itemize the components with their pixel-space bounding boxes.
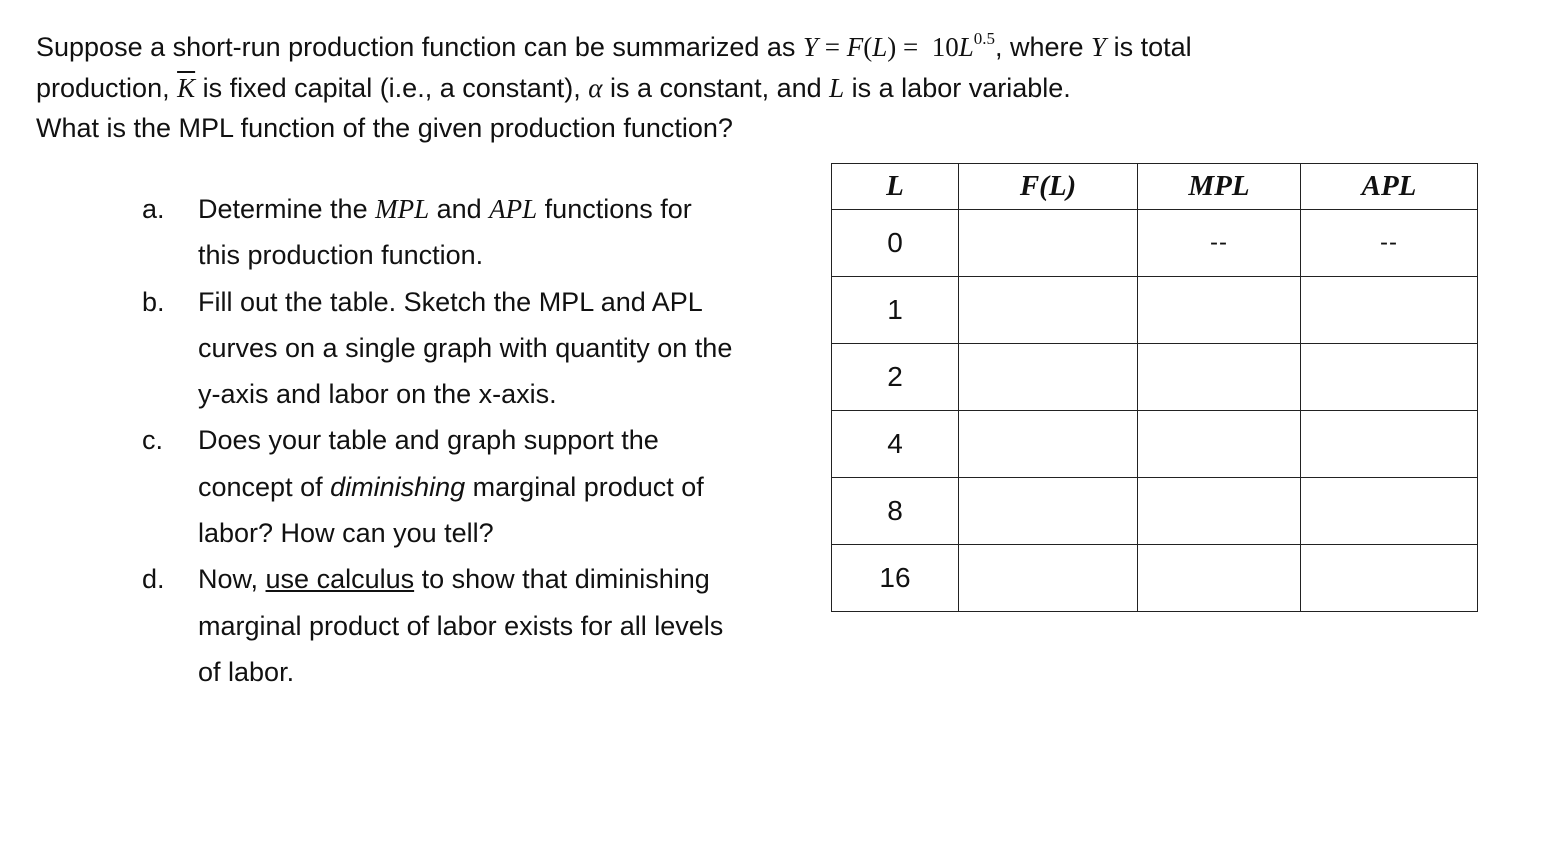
part-line: this production function. <box>198 240 484 271</box>
part-line <box>198 464 822 510</box>
math-var: L <box>958 32 974 62</box>
production-table <box>831 163 1478 612</box>
table-header-row <box>832 164 1478 210</box>
intro-text: is a labor variable. <box>844 72 1071 103</box>
intro-text: production, <box>36 72 178 103</box>
math-var: APL <box>489 194 538 224</box>
intro-text: , where <box>995 32 1092 62</box>
cell-mpl[interactable] <box>1138 344 1301 411</box>
part-text: Now, <box>198 564 266 595</box>
intro-question: What is the MPL function of the given production function? <box>36 113 733 143</box>
part-line <box>198 186 822 232</box>
cell-apl[interactable] <box>1301 545 1478 612</box>
part-text: to show that diminishing <box>414 564 710 595</box>
math-var: L <box>872 32 888 62</box>
math-var: MPL <box>375 194 430 224</box>
part-text: functions for <box>537 194 692 224</box>
cell-f[interactable] <box>959 210 1138 277</box>
cell-l: 0 <box>832 210 959 277</box>
intro-text: is fixed capital (i.e., a constant), <box>195 72 589 103</box>
math-var: Y <box>1091 32 1107 62</box>
cell-l: 1 <box>832 277 959 344</box>
header-mpl: MPL <box>1138 164 1301 210</box>
cell-l: 16 <box>832 545 959 612</box>
part-text: concept of <box>198 471 331 502</box>
math-number: 10 <box>931 32 959 62</box>
cell-apl: -- <box>1301 210 1478 277</box>
question-parts <box>142 186 822 695</box>
part-line: Does your table and graph support the <box>198 425 659 456</box>
part-a <box>142 186 822 279</box>
cell-mpl: -- <box>1138 210 1301 277</box>
part-marker: b. <box>142 286 165 317</box>
math-operator: ( <box>863 32 873 62</box>
part-line <box>198 556 822 602</box>
math-var: α <box>588 72 603 103</box>
cell-apl[interactable] <box>1301 344 1478 411</box>
emphasis-text: diminishing <box>330 471 466 502</box>
part-d <box>142 556 822 695</box>
intro-text: is total <box>1106 32 1192 62</box>
math-var: Y <box>802 32 818 62</box>
header-f-of-l: F(L) <box>959 164 1138 210</box>
cell-mpl[interactable] <box>1138 478 1301 545</box>
part-marker: a. <box>142 194 165 224</box>
math-operator: = <box>896 32 932 62</box>
cell-f[interactable] <box>959 545 1138 612</box>
part-line: y-axis and labor on the x-axis. <box>198 379 557 410</box>
table-row <box>832 277 1478 344</box>
cell-mpl[interactable] <box>1138 545 1301 612</box>
cell-apl[interactable] <box>1301 411 1478 478</box>
cell-l: 8 <box>832 478 959 545</box>
part-line: Fill out the table. Sketch the MPL and APL <box>198 286 703 317</box>
part-marker: c. <box>142 425 164 456</box>
cell-f[interactable] <box>959 344 1138 411</box>
math-var: F <box>846 32 864 62</box>
cell-mpl[interactable] <box>1138 277 1301 344</box>
intro-text: Suppose a short-run production function can be summarized as <box>36 32 803 62</box>
problem-intro <box>36 27 1536 149</box>
cell-f[interactable] <box>959 411 1138 478</box>
math-var-k-bar: $\overline{K}$ <box>177 72 196 103</box>
table-row <box>832 210 1478 277</box>
intro-line-1 <box>36 27 1536 68</box>
math-var: L <box>829 72 845 103</box>
intro-text: is a constant, and <box>602 72 830 103</box>
math-operator: = <box>817 32 847 62</box>
part-b <box>142 279 822 418</box>
part-line: labor? How can you tell? <box>198 518 494 549</box>
part-marker: d. <box>142 564 165 595</box>
cell-apl[interactable] <box>1301 478 1478 545</box>
header-l: L <box>832 164 959 210</box>
part-c <box>142 417 822 556</box>
table-row <box>832 545 1478 612</box>
table-row <box>832 411 1478 478</box>
cell-mpl[interactable] <box>1138 411 1301 478</box>
header-apl: APL <box>1301 164 1478 210</box>
part-line: of labor. <box>198 656 295 687</box>
part-line: curves on a single graph with quantity on the <box>198 332 733 363</box>
math-operator: ) <box>887 32 897 62</box>
part-text: Determine the <box>198 194 376 224</box>
table-row <box>832 344 1478 411</box>
part-line: marginal product of labor exists for all levels <box>198 610 724 641</box>
cell-l: 4 <box>832 411 959 478</box>
table-row <box>832 478 1478 545</box>
part-text: marginal product of <box>465 471 704 502</box>
part-text: and <box>429 194 490 224</box>
cell-l: 2 <box>832 344 959 411</box>
math-exponent: 0.5 <box>973 29 995 48</box>
intro-line-2 <box>36 68 1536 109</box>
underlined-text: use calculus <box>265 564 415 595</box>
cell-apl[interactable] <box>1301 277 1478 344</box>
cell-f[interactable] <box>959 478 1138 545</box>
cell-f[interactable] <box>959 277 1138 344</box>
